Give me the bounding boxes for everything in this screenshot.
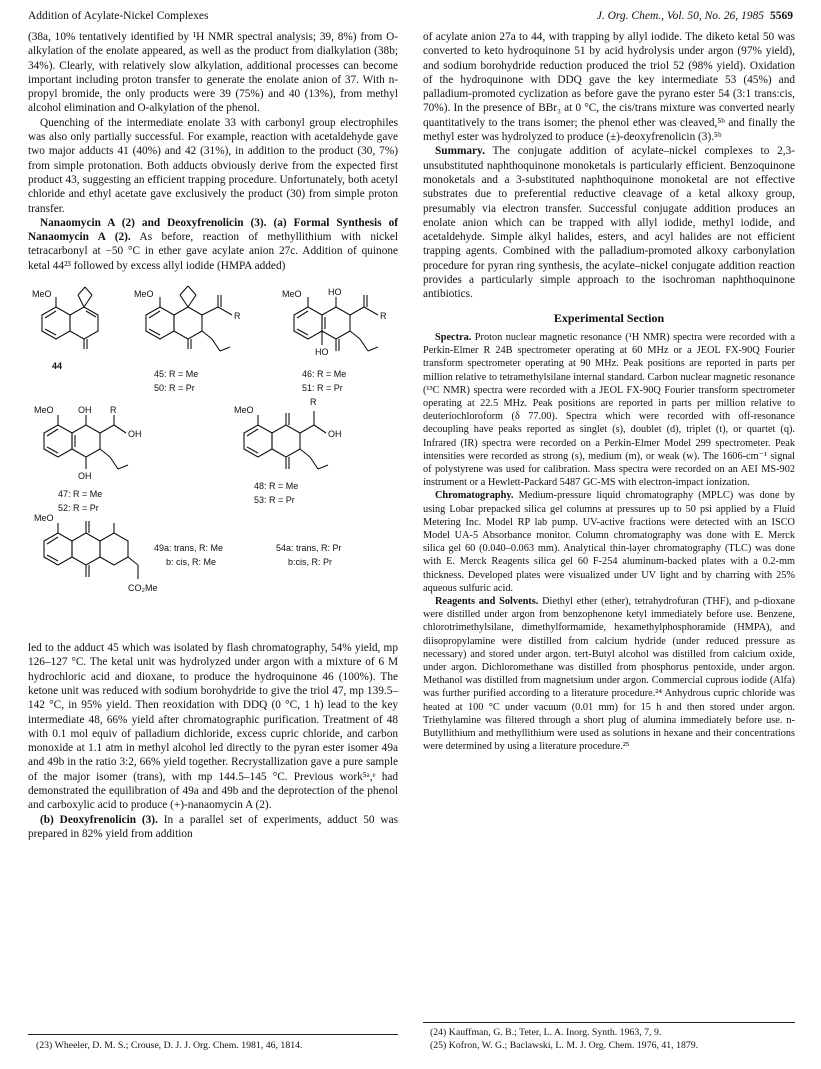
footnote-divider	[423, 1022, 795, 1023]
paragraph-text: Diethyl ether (ether), tetrahydrofuran (THF), and p-dioxane were distilled under argon from benzophenone ketyl immediately before use. Benzene, chlorotrimethylsilane, dimethylformamide, hexamethylphosphoramide (HMPA), and diisopropylamine were distilled from calcium hydride (under reduced pressure as necessary) and stored under argon. tert-Butyl alcohol was distilled from calcium oxide, under argon. Dichloromethane was distilled from phosphorus pentoxide, under argon. Methanol was distilled from magnetsium under argon. Commercial cuprous iodide (Alfa) was further purified according to a literature procedure.²⁴ Anhydrous cupric chloride was heated at 100 °C under vacuum (0.01 mm) for 15 h and then stored under argon. Triethylamine was filtered through a short plug of alumina immediately before use. n-Butyllithium and methyllithium were used as solutions in hexane and their concentrations were determined by using a literature procedure.²⁵	[423, 596, 795, 753]
subsection-heading: Chromatography.	[435, 490, 514, 502]
compound-label-49b: b: cis, R: Me	[166, 557, 217, 568]
paragraph	[28, 813, 398, 842]
paragraph	[423, 144, 795, 301]
footnote-divider	[28, 1034, 398, 1035]
paragraph: Quenching of the intermediate enolate 33 with carbonyl group electrophiles was also only partially successful. For example, reaction with acetaldehyde gave two major adducts 41 (40%) and 42 (31%), in addition to the product (30, 7%) from simple protonation. Both adducts obviously derive from the expected first product 43, suggesting an efficient trapping procedure. Unfortunately, both acetyl chloride and ethyl acetate gave exclusively the product (30) from simple proton transfer.	[28, 116, 398, 215]
compound-label-49a: 49a: trans, R: Me	[154, 543, 224, 554]
compound-label-48: 48: R = Me	[254, 481, 299, 492]
structure-46	[294, 295, 378, 351]
footnote-24: (24) Kauffman, G. B.; Teter, L. A. Inorg. Synth. 1963, 7, 9.	[430, 1027, 662, 1038]
paragraph	[28, 216, 398, 273]
paragraph	[423, 331, 795, 489]
paragraph: of acylate anion 27a to 44, with trapping by allyl iodide. The diketo ketal 50 was converted to keto hydroquinone 51 by acid hydrolysis under argon (97% yield), and sodium borohydride reduction produced the triol 52 (98% yield). Oxidation of the hydroquinone with DDQ gave the key intermediate 53 (45%) and palladium-promoted cyclization as before gave the pyrano ester 54 (3:1 trans:cis, 70%). In the presence of BBr₃ at 0 °C, the cis/trans mixture was converted nearly quantitatively to the trans isomer; the phenol ether was cleaved,⁵ᵇ and finally the methyl ester was hydrolyzed to produce (±)-deoxyfrenolicin (3).⁵ᵇ	[423, 31, 795, 144]
paragraph: (38a, 10% tentatively identified by ¹H NMR spectral analysis; 39, 8%) from O-alkylation of the enolate appeared, as well as the product from dialkylation (38b; 34%). Clearly, with relatively slow alkylation, additional processes can become important including proton transfer to generate the enolate anion of 37. With n-propyl bromide, the only products were 39 (75%) and 40 (13%), from methyl alcohol elimination and O-alkylation of the phenol.	[28, 31, 398, 115]
header-title: Addition of Acylate-Nickel Complexes	[28, 10, 209, 22]
paragraph: led to the adduct 45 which was isolated by flash chromatography, 54% yield, mp 126–127 °C. The ketal unit was hydrolyzed under argon with a mixture of 6 M hydrochloric acid and dioxane, to produce the hydroquinone 46 (100%). The ketone unit was reduced with sodium borohydride to give the triol 47, mp 139.5–142 °C, in 95% yield. Then reoxidation with DDQ (0 °C, 1 h) lead to the key intermediate 48, 66% yield after chromatographic purification. Treatment of 48 with 0.1 mol equiv of palladium dichloride, excess cupric chloride, and carbon monoxide at 1.1 atm in methyl alcohol led directly to the pyran ester isomer 49a and 49b in the ratio 3:2, 66% yield together. Recrystallization gave a pure sample of the major isomer (trans), with mp 144.5–145 °C. Previous work⁵ᵃ,ᵉ had demonstrated the equilibration of 49a and 49b and the deprotection of the phenol and carboxylic acid to produce (+)-nanaomycin A (2).	[28, 642, 398, 812]
header-journal	[597, 10, 793, 22]
label-r: R	[310, 397, 317, 408]
experimental-body	[423, 331, 795, 754]
left-column	[28, 30, 398, 841]
structure-49	[44, 521, 138, 579]
compound-label-44: 44	[52, 361, 63, 372]
compound-label-51: 51: R = Pr	[302, 383, 343, 394]
label-oh: OH	[328, 429, 342, 440]
right-column	[423, 30, 795, 753]
chemical-structures	[28, 273, 398, 641]
footnote-23: (23) Wheeler, D. M. S.; Crouse, D. J. J. Org. Chem. 1981, 46, 1814.	[36, 1040, 303, 1051]
page-number: 5569	[770, 10, 793, 22]
label-r: R	[380, 311, 387, 322]
compound-label-45: 45: R = Me	[154, 369, 199, 380]
section-heading: (b) Deoxyfrenolicin (3).	[40, 813, 158, 826]
compound-label-47: 47: R = Me	[58, 489, 103, 500]
label-meo: MeO	[282, 289, 302, 300]
paragraph-text: Proton nuclear magnetic resonance (¹H NMR) spectra were recorded with a Perkin-Elmer R 24B spectrometer operating at 60 MHz or a JEOL FX-90Q Fourier transform spectrometer operating at 90 MHz. Peak positions are reported in parts per million relative to tetramethylsilane internal standard. Carbon nuclear magnetic resonance (¹³C NMR) spectra were recorded with a JEOL FX-90Q Fourier transform spectrometer operating at 22.5 MHz. Peak positions are reported in parts per million relative to deuteriochloroform (δ 77.00). Spectra which were recorded with off-resonance decoupling have peaks reported as singlet (s), doublet (d), triplet (t), or quartet (q). Infrared (IR) spectra were recorded on a Perkin-Elmer Model 299 spectrometer. Peak intensities were recorded as strong (s), medium (m), or weak (w). The 1606-cm⁻¹ signal of polystyrene was used for calibration. Mass spectra were recorded on an AEI MS-902 instrument or a Hewlett-Packard 5487 GC-MS with electron-impact ionization.	[423, 331, 795, 489]
section-heading: Nanaomycin A (2) and Deoxyfrenolicin (3). (a) Formal Synthesis of Nanaomycin A (2).	[28, 216, 398, 244]
running-header	[28, 10, 793, 26]
structure-45	[146, 286, 232, 351]
paragraph	[423, 489, 795, 595]
compound-label-54a: 54a: trans, R: Pr	[276, 543, 342, 554]
label-meo: MeO	[34, 513, 54, 524]
compound-label-54b: b:cis, R: Pr	[288, 557, 333, 568]
paragraph-text: Medium-pressure liquid chromatography (MPLC) was done by using Lobar prepacked silica gel columns at pressures up to 50 psi applied by a Fluid Metering Inc. Model RP lab pump. UV-active fractions were detected with an ISCO Model UA-5 Absorbance monitor. Column chromatography was done with E. Merck silica gel 60 (0.040–0.063 mm). Analytical thin-layer chromatography (TLC) was done with E. Merck Reagents silica gel 60 F-254 aluminum-backed plates with a 0.2-mm thickness. Developed plates were visualized under UV light and by charring with 25% aqueous sulfuric acid.	[423, 490, 795, 594]
label-meo: MeO	[32, 289, 52, 300]
label-ho: HO	[328, 287, 342, 298]
label-oh: OH	[78, 471, 92, 482]
label-meo: MeO	[234, 405, 254, 416]
paragraph-text: In a parallel set of experiments, adduct 50 was prepared in 82% yield from addition	[28, 813, 398, 840]
label-r: R	[110, 405, 117, 416]
label-ho: HO	[315, 347, 329, 358]
label-meo: MeO	[34, 405, 54, 416]
paragraph	[423, 595, 795, 753]
paragraph-text: As before, reaction of methyllithium with nickel tetracarbonyl at −50 °C in ether gave acylate anion 27c. Addition of quinone ketal 44²³ followed by excess allyl iodide (HMPA added)	[28, 231, 398, 272]
compound-label-53: 53: R = Pr	[254, 495, 295, 506]
compound-label-46: 46: R = Me	[302, 369, 347, 380]
structure-47	[44, 415, 128, 469]
subsection-heading: Spectra.	[435, 331, 472, 343]
compound-label-52: 52: R = Pr	[58, 503, 99, 514]
label-meo: MeO	[134, 289, 154, 300]
label-co2me: CO₂Me	[128, 583, 158, 594]
label-oh: OH	[128, 429, 142, 440]
label-r: R	[234, 311, 241, 322]
experimental-heading: Experimental Section	[553, 310, 665, 325]
structures-figure	[28, 273, 398, 641]
summary-heading: Summary.	[435, 145, 485, 158]
paragraph-text: The conjugate addition of acylate–nickel complexes to 2,3-unsubstituted naphthoquinone monoketals is particularly efficient. Benzoquinone monoketals and a 3-substituted naphthoquinone monoketal are not effective substrates due to preferential reductive cleavage of a ketal alkoxy group, presumably via electron transfer. Successful conjugate addition produces an enolate anion which can be trapped with allyl iodide, methyl iodide, and acetaldehyde. Simple alkyl halides, esters, and acyl halides are not efficient trapping agents. Combined with the palladium-promoted alkoxy carbonylation procedure for pyran ring synthesis, the acylate–nickel conjugate addition reaction provides a particularly simple approach to the isochroman naphthoquinone antibiotics.	[423, 145, 795, 301]
compound-label-50: 50: R = Pr	[154, 383, 195, 394]
label-oh: OH	[78, 405, 92, 416]
footnote-25: (25) Kofron, W. G.; Baclawski, L. M. J. Org. Chem. 1976, 41, 1879.	[430, 1040, 699, 1051]
structure-48	[244, 411, 328, 469]
subsection-heading: Reagents and Solvents.	[435, 596, 539, 607]
journal-citation: J. Org. Chem., Vol. 50, No. 26, 1985	[596, 10, 764, 22]
